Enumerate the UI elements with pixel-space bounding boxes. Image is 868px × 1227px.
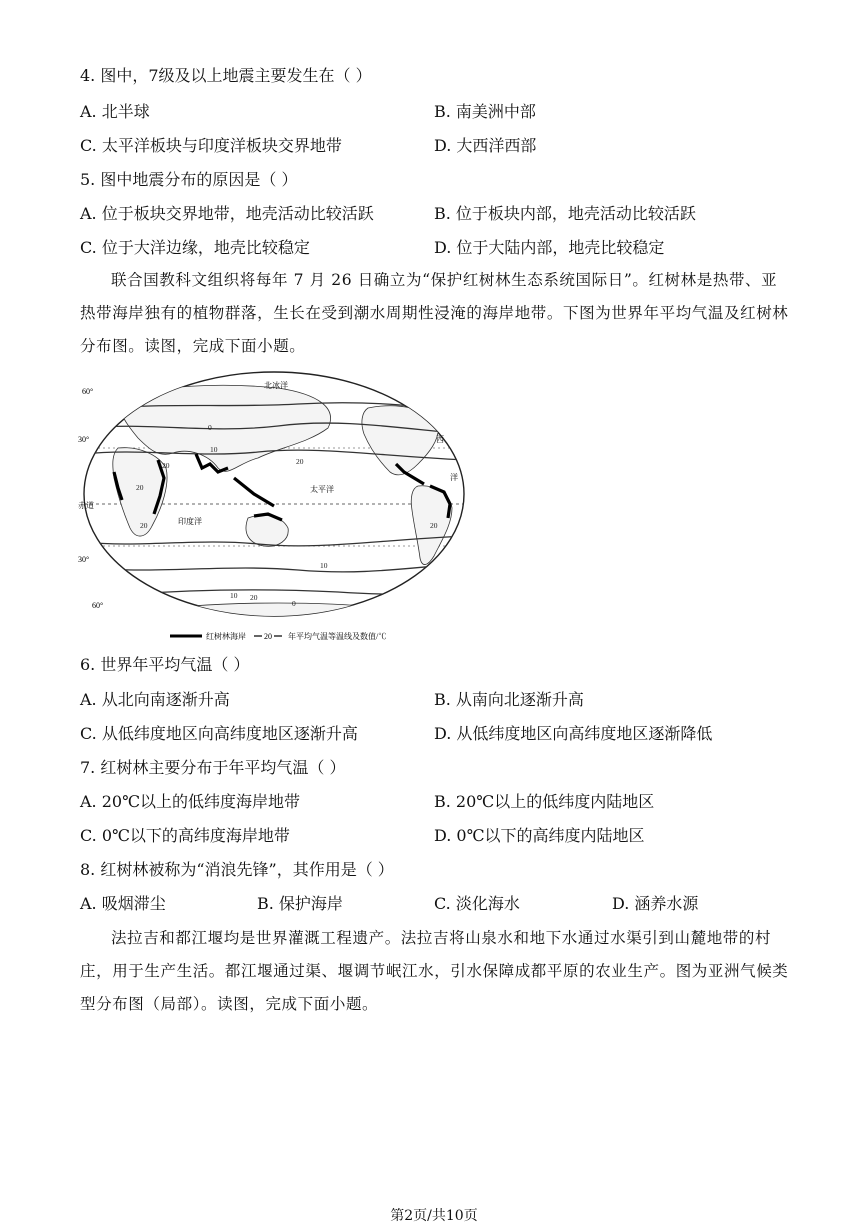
question-5-stem: 5. 图中地震分布的原因是（ ） — [80, 170, 298, 189]
isotherm-value: 10 — [210, 445, 218, 454]
passage-irrigation: 法拉吉和都江堰均是世界灌溉工程遗产。法拉吉将山泉水和地下水通过水渠引到山麓地带的村庄，用于生产生活。都江堰通过渠、堰调节岷江水，引水保障成都平原的农业生产。图为亚洲气候类型分布图（局部）。读图，完成下面小题。 — [80, 929, 789, 1013]
question-8-stem: 8. 红树林被称为“消浪先锋”，其作用是（ ） — [80, 860, 394, 879]
q6-option-b[interactable]: B. 从南向北逐渐升高 — [434, 690, 584, 709]
page-number-footer: 第2页/共10页 — [390, 1208, 478, 1224]
q5-option-b[interactable]: B. 位于板块内部，地壳活动比较活跃 — [434, 204, 696, 223]
ocean-label-atlantic-2: 洋 — [450, 473, 458, 482]
q5-option-a[interactable]: A. 位于板块交界地带，地壳活动比较活跃 — [80, 204, 374, 223]
q4-option-b[interactable]: B. 南美洲中部 — [434, 102, 536, 121]
q7-option-a[interactable]: A. 20℃以上的低纬度海岸地带 — [80, 792, 300, 811]
isotherm-value: 20 — [250, 593, 258, 602]
q8-option-b[interactable]: B. 保护海岸 — [257, 894, 343, 913]
q4-option-c[interactable]: C. 太平洋板块与印度洋板块交界地带 — [80, 136, 342, 155]
question-6-stem: 6. 世界年平均气温（ ） — [80, 655, 250, 674]
q4-option-a[interactable]: A. 北半球 — [80, 102, 150, 121]
question-4-stem: 4. 图中，7级及以上地震主要发生在（ ） — [80, 66, 372, 85]
q7-option-b[interactable]: B. 20℃以上的低纬度内陆地区 — [434, 792, 655, 811]
q8-option-d[interactable]: D. 涵养水源 — [612, 894, 699, 913]
ocean-label-arctic: 北冰洋 — [264, 381, 288, 390]
isotherm-value: 20 — [136, 483, 144, 492]
q4-option-d[interactable]: D. 大西洋西部 — [434, 136, 537, 155]
isotherm-value: 0 — [292, 599, 296, 608]
isotherm-value: 20 — [162, 461, 170, 470]
q5-option-d[interactable]: D. 位于大陆内部，地壳比较稳定 — [434, 238, 665, 257]
isotherm-value: 10 — [320, 561, 328, 570]
legend-isotherm-label: 年平均气温等温线及数值/℃ — [288, 632, 387, 641]
lat-label-60n: 60° — [82, 387, 94, 396]
isotherm-value: 20 — [296, 457, 304, 466]
passage-mangrove: 联合国教科文组织将每年 7 月 26 日确立为“保护红树林生态系统国际日”。红树林是热带、亚热带海岸独有的植物群落，生长在受到潮水周期性浸淹的海岸地带。下图为世界年平均气温及红树林分布图。读图，完成下面小题。 — [80, 271, 789, 355]
continent-antarctica — [138, 603, 418, 628]
q5-option-c[interactable]: C. 位于大洋边缘，地壳比较稳定 — [80, 238, 310, 257]
q6-option-a[interactable]: A. 从北向南逐渐升高 — [80, 690, 230, 709]
q8-option-a[interactable]: A. 吸烟滞尘 — [80, 894, 166, 913]
lat-label-30s: 30° — [78, 555, 90, 564]
q7-option-d[interactable]: D. 0℃以下的高纬度内陆地区 — [434, 826, 645, 845]
isotherm-value: 20 — [140, 521, 148, 530]
lat-label-30n: 30° — [78, 435, 90, 444]
isotherm-value: 20 — [430, 521, 438, 530]
ocean-label-atlantic-1: 西 — [436, 435, 444, 444]
lat-label-60s: 60° — [92, 601, 104, 610]
q7-option-c[interactable]: C. 0℃以下的高纬度海岸地带 — [80, 826, 290, 845]
q6-option-c[interactable]: C. 从低纬度地区向高纬度地区逐渐升高 — [80, 724, 358, 743]
lat-label-equator: 赤道 — [78, 501, 94, 510]
q8-option-c[interactable]: C. 淡化海水 — [434, 894, 520, 913]
question-7-stem: 7. 红树林主要分布于年平均气温（ ） — [80, 758, 346, 777]
ocean-label-indian: 印度洋 — [178, 517, 202, 526]
legend-isotherm-mark: 20 — [264, 632, 272, 641]
isotherm-value: 10 — [230, 591, 238, 600]
world-temperature-mangrove-map — [78, 368, 470, 650]
q6-option-d[interactable]: D. 从低纬度地区向高纬度地区逐渐降低 — [434, 724, 713, 743]
isotherm-value: 0 — [208, 423, 212, 432]
legend-mangrove-label: 红树林海岸 — [206, 632, 246, 641]
ocean-label-pacific: 太平洋 — [310, 485, 334, 494]
